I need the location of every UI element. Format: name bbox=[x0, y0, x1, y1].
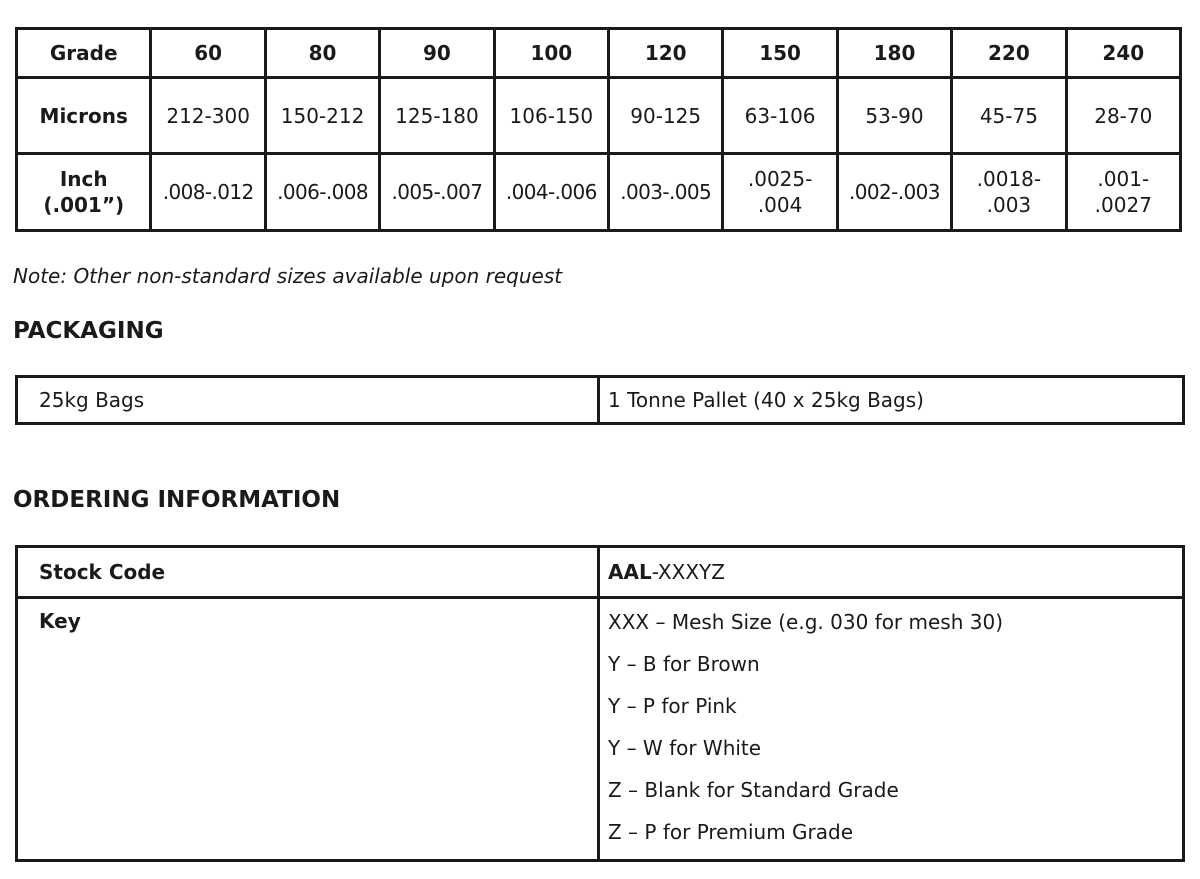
grade-cell: 240 bbox=[1066, 29, 1180, 78]
microns-cell: 45-75 bbox=[952, 78, 1066, 154]
grade-spec-table bbox=[15, 27, 1182, 232]
microns-row bbox=[17, 78, 1181, 154]
microns-cell: 150-212 bbox=[265, 78, 379, 154]
inch-cell-line: .003 bbox=[986, 193, 1032, 217]
key-item: Y – W for White bbox=[608, 736, 762, 760]
packaging-heading: PACKAGING bbox=[13, 318, 164, 344]
inch-cell-line: .0027 bbox=[1094, 193, 1152, 217]
grade-row bbox=[17, 29, 1181, 78]
inch-cell: .004-.006 bbox=[494, 154, 608, 231]
grade-cell: 90 bbox=[380, 29, 494, 78]
packaging-pallet-cell: 1 Tonne Pallet (40 x 25kg Bags) bbox=[599, 377, 1184, 424]
inch-cell-line: .004 bbox=[757, 193, 803, 217]
microns-cell: 28-70 bbox=[1066, 78, 1180, 154]
inch-cell: .002-.003 bbox=[837, 154, 951, 231]
inch-row-label bbox=[17, 154, 151, 231]
microns-cell: 106-150 bbox=[494, 78, 608, 154]
inch-cell-line: .0018- bbox=[976, 167, 1042, 191]
packaging-bags-cell: 25kg Bags bbox=[17, 377, 599, 424]
grade-row-label: Grade bbox=[17, 29, 151, 78]
microns-cell: 125-180 bbox=[380, 78, 494, 154]
grade-cell: 120 bbox=[609, 29, 723, 78]
inch-cell: .008-.012 bbox=[151, 154, 265, 231]
inch-row bbox=[17, 154, 1181, 231]
ordering-table bbox=[15, 545, 1185, 862]
key-label: Key bbox=[17, 598, 599, 861]
inch-cell-line: .0025- bbox=[747, 167, 813, 191]
availability-note: Note: Other non-standard sizes available upon request bbox=[13, 264, 563, 288]
inch-cell bbox=[723, 154, 837, 231]
key-item: Z – Blank for Standard Grade bbox=[608, 778, 899, 802]
inch-cell bbox=[952, 154, 1066, 231]
key-item: XXX – Mesh Size (e.g. 030 for mesh 30) bbox=[608, 610, 1003, 634]
microns-cell: 63-106 bbox=[723, 78, 837, 154]
grade-cell: 180 bbox=[837, 29, 951, 78]
microns-cell: 53-90 bbox=[837, 78, 951, 154]
microns-row-label: Microns bbox=[17, 78, 151, 154]
grade-cell: 150 bbox=[723, 29, 837, 78]
packaging-row bbox=[17, 377, 1184, 424]
grade-cell: 80 bbox=[265, 29, 379, 78]
ordering-heading: ORDERING INFORMATION bbox=[13, 487, 341, 513]
grade-cell: 100 bbox=[494, 29, 608, 78]
key-item: Y – B for Brown bbox=[608, 652, 760, 676]
grade-cell: 60 bbox=[151, 29, 265, 78]
stock-code-prefix: AAL bbox=[608, 560, 652, 584]
inch-cell-line: .001- bbox=[1097, 167, 1150, 191]
inch-label-line: Inch bbox=[59, 167, 108, 191]
inch-cell: .006-.008 bbox=[265, 154, 379, 231]
microns-cell: 90-125 bbox=[609, 78, 723, 154]
key-item: Y – P for Pink bbox=[608, 694, 737, 718]
inch-cell: .005-.007 bbox=[380, 154, 494, 231]
packaging-table bbox=[15, 375, 1185, 425]
stock-code-value bbox=[599, 547, 1184, 598]
key-row bbox=[17, 598, 1184, 861]
inch-cell: .003-.005 bbox=[609, 154, 723, 231]
key-list bbox=[599, 598, 1184, 861]
microns-cell: 212-300 bbox=[151, 78, 265, 154]
inch-label-unit: (.001”) bbox=[43, 193, 125, 217]
stock-code-row bbox=[17, 547, 1184, 598]
stock-code-label: Stock Code bbox=[17, 547, 599, 598]
key-item: Z – P for Premium Grade bbox=[608, 820, 854, 844]
stock-code-suffix: -XXXYZ bbox=[651, 560, 725, 584]
inch-cell bbox=[1066, 154, 1180, 231]
grade-cell: 220 bbox=[952, 29, 1066, 78]
